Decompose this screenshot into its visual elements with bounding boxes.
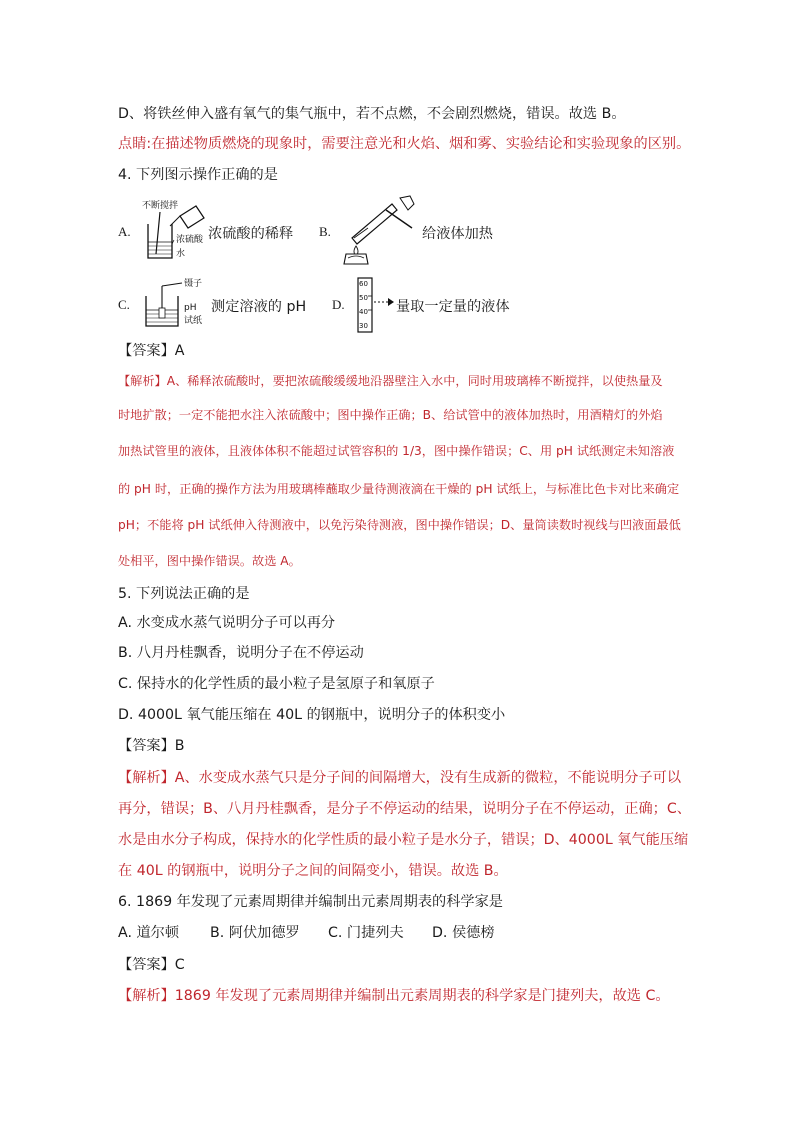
q4-figure-d-cylinder-reading — [354, 276, 398, 334]
q4-caption-b: 给液体加热 — [422, 226, 493, 242]
q4-analysis-line-6: 处相平，图中操作错误。故选 A。 — [118, 554, 301, 568]
acid-label: 浓硫酸 — [176, 235, 204, 245]
q4-analysis-line-2: 时地扩散；一定不能把水注入浓硫酸中；图中操作正确；B、给试管中的液体加热时，用酒精灯的外焰 — [118, 408, 663, 422]
q4-figure-b-heating-liquid — [338, 192, 420, 266]
q6-option-c: C. 门捷列夫 — [328, 925, 404, 941]
q4-answer: 【答案】A — [118, 343, 185, 359]
q4-caption-d: 量取一定量的液体 — [396, 299, 510, 315]
q4-analysis-line-3: 加热试管里的液体，且液体体积不能超过试管容积的 1/3，图中操作错误；C、用 pH 试纸测定未知溶液 — [118, 444, 675, 458]
q5-analysis-line-1: 【解析】A、水变成水蒸气只是分子间的间隔增大，没有生成新的微粒，不能说明分子可以 — [118, 770, 682, 786]
stir-label: 不断搅拌 — [142, 201, 179, 211]
water-label: 水 — [176, 249, 186, 259]
q4-caption-c: 测定溶液的 pH — [211, 299, 307, 315]
option-d-explanation: D、将铁丝伸入盛有氧气的集气瓶中，若不点燃，不会剧烈燃烧，错误。故选 B。 — [118, 106, 626, 122]
q6-option-d: D. 侯德榜 — [432, 925, 495, 941]
q4-figure-c-ph-test — [140, 276, 210, 330]
q4-option-a-letter: A. — [118, 224, 131, 239]
tick-40: 40 — [359, 308, 368, 316]
question-5-stem: 5. 下列说法正确的是 — [118, 586, 250, 602]
q4-option-d-letter: D. — [332, 297, 345, 312]
tick-50: 50 — [359, 294, 368, 302]
question-4-stem: 4. 下列图示操作正确的是 — [118, 167, 278, 183]
q5-analysis-line-2: 再分，错误；B、八月丹桂飘香，是分子不停运动的结果，说明分子在不停运动，正确；C、 — [118, 801, 691, 817]
q6-option-a: A. 道尔顿 — [118, 925, 180, 941]
tick-30: 30 — [359, 322, 368, 330]
q5-option-d: D. 4000L 氧气能压缩在 40L 的钢瓶中，说明分子的体积变小 — [118, 707, 506, 723]
q4-analysis-line-5: pH；不能将 pH 试纸伸入待测液中，以免污染待测液，图中操作错误；D、量筒读数时视线与凹液面最低 — [118, 518, 681, 532]
q6-analysis: 【解析】1869 年发现了元素周期律并编制出元素周期表的科学家是门捷列夫，故选 C。 — [118, 988, 670, 1004]
tweezers-label: 镊子 — [184, 279, 203, 289]
test-paper-label: 试纸 — [184, 316, 203, 326]
q5-option-b: B. 八月丹桂飘香，说明分子在不停运动 — [118, 645, 364, 661]
key-point-note: 点睛:在描述物质燃烧的现象时，需要注意光和火焰、烟和雾、实验结论和实验现象的区别。 — [118, 136, 691, 152]
ph-label: pH — [184, 303, 197, 313]
q4-analysis-line-1: 【解析】A、稀释浓硫酸时，要把浓硫酸缓缓地沿器壁注入水中，同时用玻璃棒不断搅拌，以使热量及 — [118, 374, 663, 388]
q6-answer: 【答案】C — [118, 957, 185, 973]
q5-answer: 【答案】B — [118, 738, 185, 754]
q5-option-c: C. 保持水的化学性质的最小粒子是氢原子和氧原子 — [118, 676, 435, 692]
q4-option-b-letter: B. — [319, 224, 331, 239]
q4-caption-a: 浓硫酸的稀释 — [208, 226, 294, 242]
q5-option-a: A. 水变成水蒸气说明分子可以再分 — [118, 615, 336, 631]
q5-analysis-line-4: 在 40L 的钢瓶中，说明分子之间的间隔变小，错误。故选 B。 — [118, 863, 508, 879]
q4-option-c-letter: C. — [118, 297, 130, 312]
q6-option-b: B. 阿伏加德罗 — [210, 925, 300, 941]
question-6-stem: 6. 1869 年发现了元素周期律并编制出元素周期表的科学家是 — [118, 894, 503, 910]
q4-analysis-line-4: 的 pH 时，正确的操作方法为用玻璃棒蘸取少量待测液滴在干燥的 pH 试纸上，与标准比色卡对比来确定 — [118, 482, 680, 496]
q5-analysis-line-3: 水是由水分子构成，保持水的化学性质的最小粒子是水分子，错误；D、4000L 氧气能压缩 — [118, 832, 689, 848]
tick-60: 60 — [359, 280, 368, 288]
